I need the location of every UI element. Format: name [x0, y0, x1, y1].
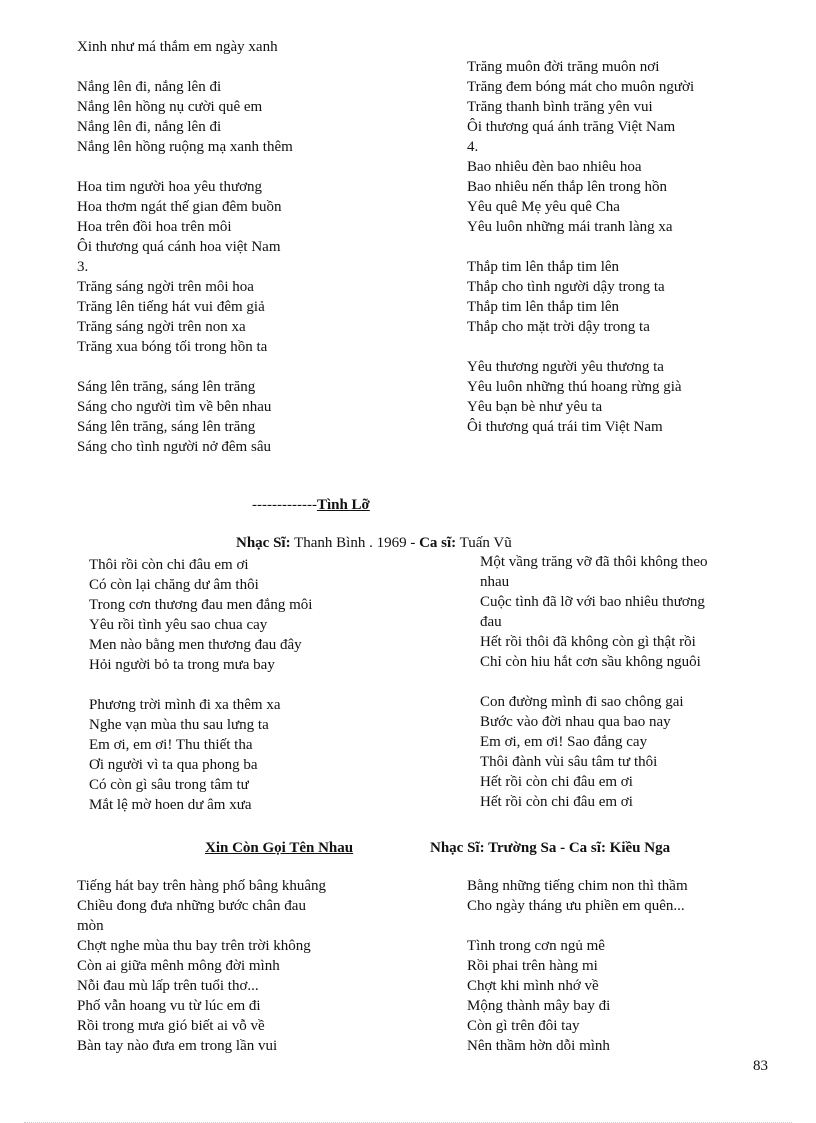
- lyric-line: 4.: [467, 139, 479, 155]
- lyric-line: Trăng sáng ngời trên non xa: [77, 319, 246, 335]
- lyric-line: Trăng xua bóng tối trong hồn ta: [77, 339, 268, 355]
- lyric-line: Cho ngày tháng ưu phiền em quên...: [467, 898, 685, 914]
- song3-title: Xin Còn Gọi Tên Nhau: [205, 840, 354, 856]
- lyric-line: Có còn gì sâu trong tâm tư: [89, 777, 249, 793]
- lyric-line: Phố vẫn hoang vu từ lúc em đi: [77, 998, 261, 1014]
- lyric-line: Thôi đành vùi sâu tâm tư thôi: [480, 754, 658, 770]
- lyric-line: Mắt lệ mờ hoen dư âm xưa: [89, 797, 252, 813]
- lyric-line: Chợt khi mình nhớ về: [467, 978, 599, 994]
- lyric-line: Thắp cho tình người dậy trong ta: [467, 279, 665, 295]
- lyric-line: Ôi thương quá ánh trăng Việt Nam: [467, 119, 676, 135]
- lyric-line: Còn gì trên đôi tay: [467, 1018, 580, 1034]
- lyric-line: [467, 237, 694, 257]
- lyric-line: Hoa tim người hoa yêu thương: [77, 179, 263, 195]
- lyric-line: [89, 675, 312, 695]
- lyric-line: Sáng cho tình người nở đêm sâu: [77, 439, 271, 455]
- lyric-line: Hết rồi còn chi đâu em ơi: [480, 774, 633, 790]
- lyric-line: Bằng những tiếng chim non thì thầm: [467, 878, 688, 894]
- lyric-line: Nên thầm hờn dỗi mình: [467, 1038, 610, 1054]
- lyric-line: Rồi trong mưa gió biết ai vỗ về: [77, 1018, 265, 1034]
- singer-label: Ca sĩ:: [419, 535, 457, 551]
- lyric-line: Sáng lên trăng, sáng lên trăng: [77, 379, 256, 395]
- lyric-line: Chợt nghe mùa thu bay trên trời không: [77, 938, 311, 954]
- lyric-line: Sáng lên trăng, sáng lên trăng: [77, 419, 256, 435]
- lyric-line: Một vầng trăng vỡ đã thôi không theo: [480, 554, 708, 570]
- lyric-line: Chiều đong đưa những bước chân đau: [77, 898, 306, 914]
- lyric-line: Em ơi, em ơi! Sao đắng cay: [480, 734, 648, 750]
- lyric-line: mòn: [77, 918, 104, 934]
- lyric-line: Yêu bạn bè như yêu ta: [467, 399, 603, 415]
- lyric-line: nhau: [480, 574, 510, 590]
- lyric-line: Hết rồi còn chi đâu em ơi: [480, 794, 633, 810]
- lyric-line: Nỗi đau mù lấp trên tuổi thơ...: [77, 978, 259, 994]
- singer-name: Tuấn Vũ: [456, 535, 512, 551]
- song2-credit-line: [236, 533, 512, 553]
- composer-name: Thanh Bình . 1969 -: [290, 535, 420, 551]
- song3-credit: Nhạc Sĩ: Trường Sa - Ca sĩ: Kiều Nga: [430, 840, 671, 856]
- song2-left-column: [89, 555, 312, 815]
- lyric-line: Men nào bằng men thương đau đây: [89, 637, 302, 653]
- lyric-line: Trăng lên tiếng hát vui đêm giả: [77, 299, 265, 315]
- lyric-line: Trong cơn thương đau men đắng môi: [89, 597, 313, 613]
- lyric-line: Thắp cho mặt trời dậy trong ta: [467, 319, 650, 335]
- lyric-line: Trăng muôn đời trăng muôn nơi: [467, 59, 660, 75]
- lyric-line: [77, 57, 293, 77]
- lyric-line: Hoa trên đồi hoa trên môi: [77, 219, 232, 235]
- lyric-line: Phương trời mình đi xa thêm xa: [89, 697, 281, 713]
- lyric-line: 3.: [77, 259, 89, 275]
- composer-label: Nhạc Sĩ:: [236, 535, 291, 551]
- lyric-line: Sáng cho người tìm về bên nhau: [77, 399, 272, 415]
- lyric-line: Thôi rồi còn chi đâu em ơi: [89, 557, 249, 573]
- lyric-line: Thắp tim lên thắp tim lên: [467, 259, 620, 275]
- lyric-line: Hoa thơm ngát thế gian đêm buồn: [77, 199, 282, 215]
- lyric-line: [77, 157, 293, 177]
- lyric-line: Hết rồi thôi đã không còn gì thật rồi: [480, 634, 696, 650]
- lyric-line: Trăng sáng ngời trên môi hoa: [77, 279, 254, 295]
- song2-title: Tình Lỡ: [316, 497, 370, 513]
- lyric-line: Tiếng hát bay trên hàng phố bâng khuâng: [77, 878, 326, 894]
- lyric-line: Trăng đem bóng mát cho muôn người: [467, 79, 695, 95]
- title-dashes: -------------: [252, 497, 317, 513]
- lyric-line: Có còn lại chăng dư âm thôi: [89, 577, 259, 593]
- lyric-line: Cuộc tình đã lỡ với bao nhiêu thương: [480, 594, 705, 610]
- lyric-line: Em ơi, em ơi! Thu thiết tha: [89, 737, 253, 753]
- lyric-line: Hỏi người bỏ ta trong mưa bay: [89, 657, 275, 673]
- song1-right-column: [467, 57, 694, 437]
- lyric-line: Rồi phai trên hàng mi: [467, 958, 598, 974]
- lyric-line: Nắng lên đi, nắng lên đi: [77, 79, 222, 95]
- lyric-line: Tình trong cơn ngủ mê: [467, 938, 605, 954]
- lyric-line: [467, 916, 688, 936]
- lyric-line: Bao nhiêu nến thắp lên trong hồn: [467, 179, 667, 195]
- lyric-line: Ôi thương quá cánh hoa việt Nam: [77, 239, 281, 255]
- lyric-line: Yêu luôn những mái tranh làng xa: [467, 219, 673, 235]
- lyric-line: Nắng lên hồng ruộng mạ xanh thêm: [77, 139, 293, 155]
- song2-title-line: [252, 495, 370, 515]
- lyric-line: Yêu thương người yêu thương ta: [467, 359, 664, 375]
- lyric-line: [77, 357, 293, 377]
- lyric-line: đau: [480, 614, 502, 630]
- page-number: 83: [753, 1058, 768, 1074]
- lyric-line: Yêu rồi tình yêu sao chua cay: [89, 617, 268, 633]
- lyric-line: Nghe vạn mùa thu sau lưng ta: [89, 717, 269, 733]
- lyric-line: Ơi người vì ta qua phong ba: [89, 757, 258, 773]
- lyric-line: Trăng thanh bình trăng yên vui: [467, 99, 653, 115]
- lyric-line: Bước vào đời nhau qua bao nay: [480, 714, 671, 730]
- lyric-line: [480, 672, 707, 692]
- lyric-line: Mộng thành mây bay đi: [467, 998, 611, 1014]
- lyric-line: Xinh như má thắm em ngày xanh: [77, 39, 278, 55]
- lyric-line: Thắp tim lên thắp tim lên: [467, 299, 620, 315]
- lyric-line: Chỉ còn hiu hắt cơn sầu không nguôi: [480, 654, 701, 670]
- lyric-line: Bao nhiêu đèn bao nhiêu hoa: [467, 159, 642, 175]
- song3-left-column: [77, 876, 326, 1056]
- lyric-line: Còn ai giữa mênh mông đời mình: [77, 958, 280, 974]
- song3-right-column: [467, 876, 688, 1056]
- lyric-line: Ôi thương quá trái tim Việt Nam: [467, 419, 663, 435]
- lyric-line: Nắng lên đi, nắng lên đi: [77, 119, 222, 135]
- lyric-line: Yêu quê Mẹ yêu quê Cha: [467, 199, 620, 215]
- lyric-line: Bàn tay nào đưa em trong lần vui: [77, 1038, 278, 1054]
- lyric-line: [467, 337, 694, 357]
- song1-left-column: [77, 37, 293, 457]
- song2-right-column: [480, 552, 707, 812]
- lyric-line: Nắng lên hồng nụ cười quê em: [77, 99, 263, 115]
- lyric-line: Con đường mình đi sao chông gai: [480, 694, 684, 710]
- lyric-line: Yêu luôn những thú hoang rừng già: [467, 379, 682, 395]
